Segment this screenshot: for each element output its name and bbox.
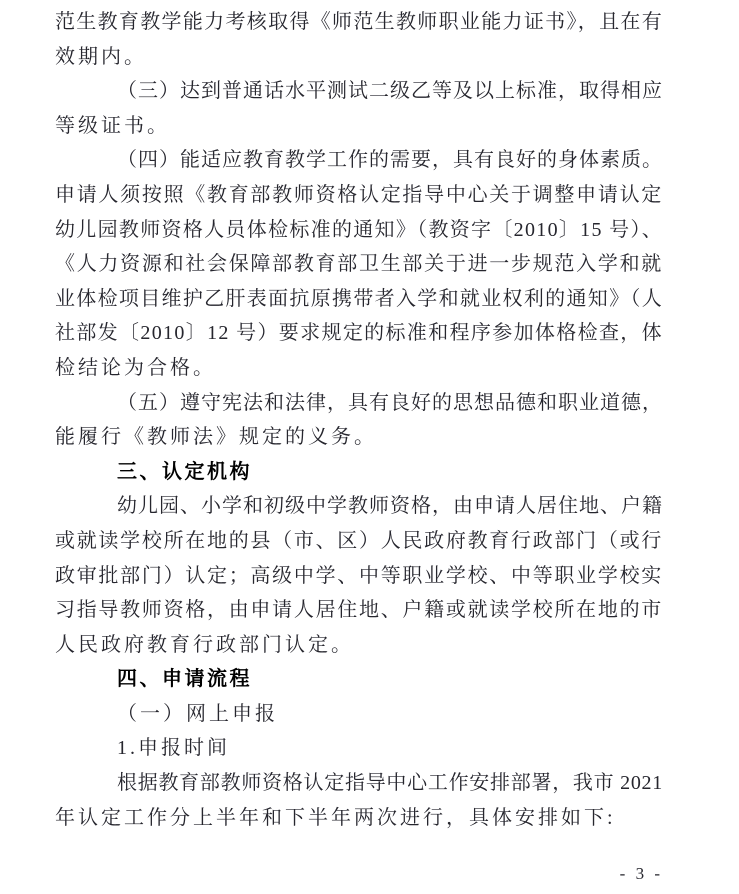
- text-line: [55, 178, 663, 213]
- text-line-content: 根据教育部教师资格认定指导中心工作安排部署，我市 2021: [117, 772, 663, 795]
- text-line-content: 年认定工作分上半年和下半年两次进行，具体安排如下:: [55, 806, 616, 829]
- text-line: [55, 524, 663, 559]
- text-line: [55, 74, 663, 109]
- text-line-content: 范生教育教学能力考核取得《师范生教师职业能力证书》，且在有: [55, 11, 663, 33]
- text-line: [55, 143, 663, 178]
- text-line-content: 申请人须按照《教育部教师资格认定指导中心关于调整申请认定: [55, 183, 663, 206]
- section-heading: [55, 455, 663, 490]
- text-line-content: 1.申报时间: [117, 737, 230, 760]
- text-line: [55, 386, 663, 421]
- text-line-content: 三、认定机构: [117, 460, 252, 483]
- page-number: - 3 -: [619, 864, 663, 883]
- text-line: [55, 109, 663, 144]
- text-line: [55, 40, 663, 75]
- document-body: [55, 5, 663, 835]
- text-line: [55, 351, 663, 386]
- text-line: [55, 5, 663, 40]
- sub-heading: [55, 697, 663, 732]
- text-line: [55, 489, 663, 524]
- text-line: [55, 628, 663, 663]
- text-line: [55, 731, 663, 766]
- text-line-content: 幼儿园教师资格人员体检标准的通知》（教资字〔2010〕15 号）、: [55, 218, 663, 241]
- text-line-content: 效期内。: [55, 45, 147, 68]
- text-line-content: 四、申请流程: [117, 668, 252, 691]
- text-line: [55, 559, 663, 594]
- text-line-content: 社部发〔2010〕12 号）要求规定的标准和程序参加体格检查，体: [55, 322, 663, 345]
- text-line: [55, 247, 663, 282]
- text-line-content: （一）网上申报: [117, 702, 278, 725]
- text-line: [55, 766, 663, 801]
- text-line: [55, 420, 663, 455]
- text-line: [55, 316, 663, 351]
- text-line-content: 检结论为合格。: [55, 356, 216, 379]
- text-line: [55, 801, 663, 836]
- section-heading: [55, 662, 663, 697]
- text-line-content: 人民政府教育行政部门认定。: [55, 633, 354, 656]
- text-line: [55, 282, 663, 317]
- text-line-content: （四）能适应教育教学工作的需要，具有良好的身体素质。: [117, 149, 663, 172]
- text-line-content: 业体检项目维护乙肝表面抗原携带者入学和就业权利的通知》（人: [55, 287, 663, 310]
- text-line-content: （五）遵守宪法和法律，具有良好的思想品德和职业道德，: [117, 391, 663, 414]
- text-line-content: 能履行《教师法》规定的义务。: [55, 426, 377, 449]
- text-line-content: 等级证书。: [55, 114, 170, 137]
- text-line-content: 习指导教师资格，由申请人居住地、户籍或就读学校所在地的市: [55, 599, 663, 622]
- text-line-content: 幼儿园、小学和初级中学教师资格，由申请人居住地、户籍: [117, 495, 663, 518]
- text-line: [55, 593, 663, 628]
- text-line-content: （三）达到普通话水平测试二级乙等及以上标准，取得相应: [117, 80, 663, 103]
- text-line-content: 或就读学校所在地的县（市、区）人民政府教育行政部门（或行: [55, 529, 663, 552]
- text-line: [55, 213, 663, 248]
- text-line-content: 《人力资源和社会保障部教育部卫生部关于进一步规范入学和就: [55, 253, 663, 276]
- text-line-content: 政审批部门）认定；高级中学、中等职业学校、中等职业学校实: [55, 564, 663, 587]
